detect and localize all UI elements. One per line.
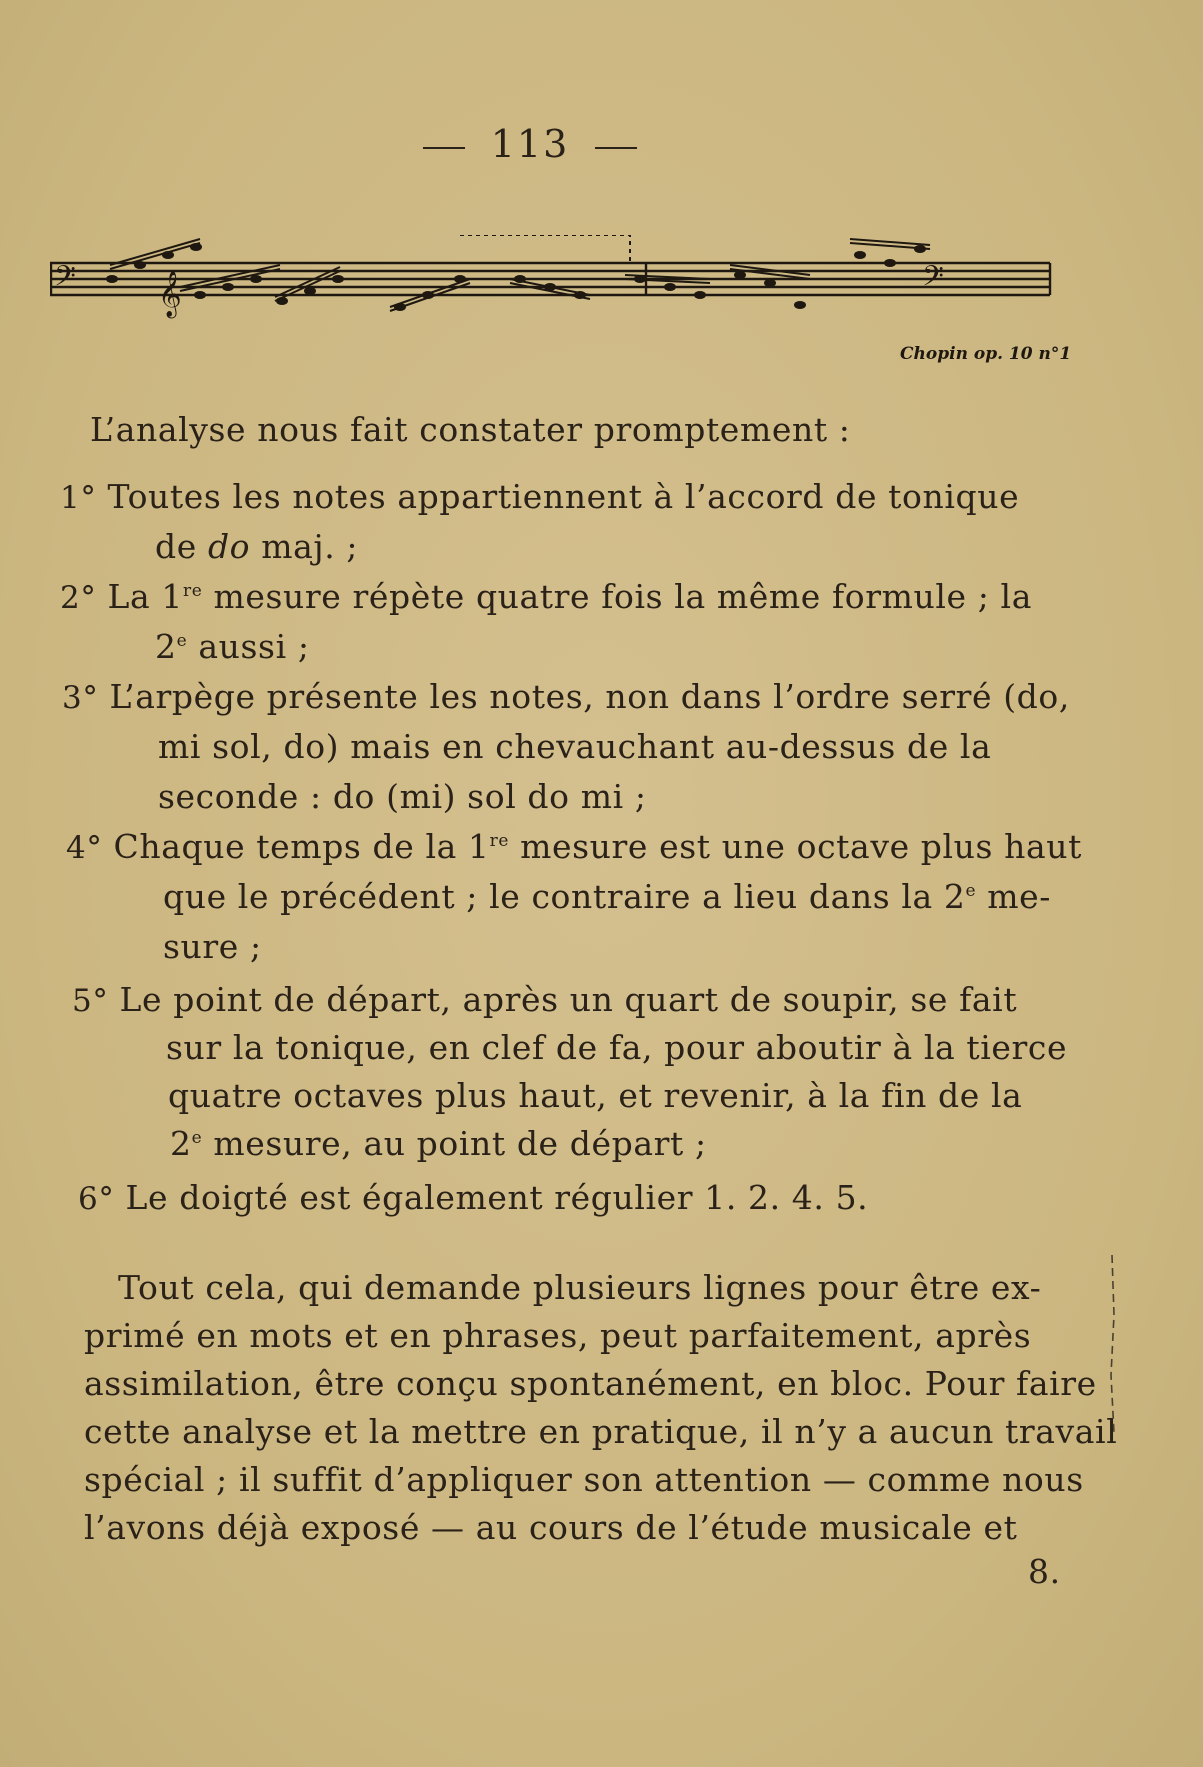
paragraph-line-2: primé en mots et en phrases, peut parfaitement, après [84,1316,1032,1355]
paragraph-line-3: assimilation, être conçu spontanément, en bloc. Pour faire [84,1364,1097,1403]
paragraph-line-1: Tout cela, qui demande plusieurs lignes pour être ex- [118,1268,1042,1307]
item-2-line-1: 2° La 1re mesure répète quatre fois la même formule ; la [60,577,1032,616]
paragraph-line-4: cette analyse et la mettre en pratique, il n’y a aucun travail [84,1412,1118,1451]
item-4-line-3: sure ; [163,927,262,966]
paragraph-line-5: spécial ; il suffit d’appliquer son attention — comme nous [84,1460,1084,1499]
item-1-line-1: 1° Toutes les notes appartiennent à l’accord de tonique [60,477,1020,516]
paragraph-line-6: l’avons déjà exposé — au cours de l’étude musicale et [84,1508,1018,1547]
svg-text:𝄞: 𝄞 [158,271,182,317]
left-dash [423,147,465,149]
signature-mark: 8. [1028,1552,1061,1591]
svg-text:𝄢: 𝄢 [54,260,76,300]
right-dash [595,147,637,149]
score-attribution: Chopin op. 10 n°1 [900,344,1072,364]
item-5-line-3: quatre octaves plus haut, et revenir, à la fin de la [168,1076,1023,1115]
item-3-line-1: 3° L’arpège présente les notes, non dans l’ordre serré (do, [62,677,1070,716]
item-1-line-2: de do maj. ; [155,527,359,566]
item-5-line-4: 2e mesure, au point de départ ; [170,1124,707,1163]
item-4-line-1: 4° Chaque temps de la 1re mesure est une octave plus haut [66,827,1082,866]
item-4-line-2: que le précédent ; le contraire a lieu dans la 2e me- [163,877,1051,916]
item-5-line-2: sur la tonique, en clef de fa, pour aboutir à la tierce [166,1028,1068,1067]
item-3-line-2: mi sol, do) mais en chevauchant au-dessus de la [158,727,992,766]
margin-mark [1108,1255,1120,1435]
page-number-text: 113 [490,122,570,166]
page-number [0,122,1060,166]
item-6-line-1: 6° Le doigté est également régulier 1. 2. 4. 5. [78,1178,869,1217]
intro-line: L’analyse nous fait constater promptement : [90,410,851,449]
item-3-line-3: seconde : do (mi) sol do mi ; [158,777,647,816]
svg-text:𝄢: 𝄢 [922,260,944,300]
item-2-line-2: 2e aussi ; [155,627,310,666]
item-5-line-1: 5° Le point de départ, après un quart de soupir, se fait [72,980,1018,1019]
